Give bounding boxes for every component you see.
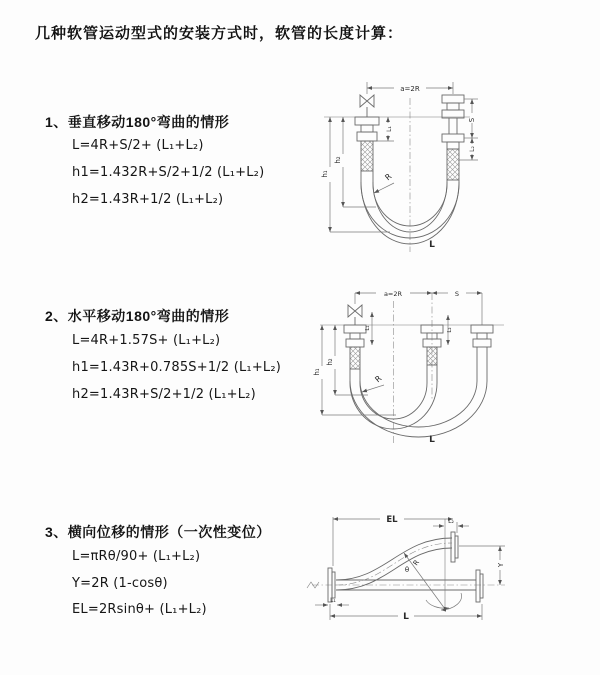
h1-label: h₁ — [313, 368, 321, 376]
l2-label: L₂ — [448, 518, 454, 525]
length-label: L — [429, 435, 435, 445]
el-dimension — [333, 515, 453, 566]
h2-label: h₂ — [334, 156, 342, 164]
r-label: R — [411, 558, 422, 568]
l2-label: L₂ — [447, 327, 453, 333]
h2-label: h₂ — [326, 358, 334, 366]
upper-right-flange — [451, 532, 458, 562]
span-label: a=2R — [383, 290, 403, 298]
l2-label: L₂ — [469, 146, 476, 152]
l1-label: L₁ — [365, 325, 371, 331]
s-label: S — [468, 117, 476, 123]
diagram-horizontal-180-bend — [308, 281, 593, 449]
displaced-s-curve-hose — [336, 538, 452, 590]
section-1-formula-h1: h1=1.432R+S/2+1/2 (L₁+L₂) — [72, 165, 265, 180]
angle-construction — [404, 519, 462, 610]
left-hose-fitting — [344, 325, 366, 369]
l-dimension — [330, 604, 482, 622]
u-bend-hose-positions — [350, 347, 487, 437]
left-hose-fitting — [355, 117, 379, 171]
section-3-heading: 3、横向位移的情形（一次性变位） — [45, 524, 271, 540]
l1-label: L₁ — [386, 126, 393, 132]
l1-label: L₁ — [330, 597, 336, 604]
valve-icon — [360, 95, 374, 117]
radius-callout — [362, 374, 384, 392]
r-label: R — [373, 373, 384, 385]
span-dimension — [367, 82, 453, 94]
l1-dimension — [315, 597, 349, 605]
diagram-lateral-displacement — [300, 506, 595, 641]
el-label: EL — [386, 515, 398, 525]
h1-dimension — [321, 117, 390, 232]
span-label: a=2R — [400, 85, 420, 93]
shift-label: S — [454, 290, 460, 298]
break-mark — [307, 582, 319, 588]
lower-right-flange — [476, 570, 483, 602]
right-hose-fitting — [442, 95, 464, 180]
l2-dimension — [433, 518, 469, 533]
radius-callout — [374, 172, 394, 193]
l1-dimension — [365, 312, 372, 345]
l1-dimension — [377, 117, 394, 141]
section-2-formula-h1: h1=1.43R+0.785S+1/2 (L₁+L₂) — [72, 360, 282, 375]
diagram-vertical-180-bend — [310, 72, 580, 257]
y-label: Y — [497, 562, 505, 568]
section-2-heading: 2、水平移动180°弯曲的情形 — [45, 308, 230, 324]
r-label: R — [383, 171, 394, 183]
right-hose-fitting-moved — [471, 325, 493, 347]
page-title: 几种软管运动型式的安装方式时，软管的长度计算： — [35, 25, 404, 42]
y-dimension — [459, 546, 505, 585]
section-3-formula-EL: EL=2Rsinθ+ (L₁+L₂) — [72, 602, 207, 617]
section-1-heading: 1、垂直移动180°弯曲的情形 — [45, 114, 230, 130]
span-dimension — [355, 290, 482, 325]
l2-dimension — [459, 138, 478, 160]
section-1-formula-h2: h2=1.43R+1/2 (L₁+L₂) — [72, 192, 224, 207]
theta-label: θ — [404, 566, 410, 574]
h1-label: h₁ — [321, 170, 329, 178]
h2-dimension — [326, 325, 368, 395]
section-3-formula-L: L=πRθ/90+ (L₁+L₂) — [72, 549, 201, 564]
length-label: L — [429, 240, 435, 250]
section-2-formula-h2: h2=1.43R+S/2+1/2 (L₁+L₂) — [72, 387, 256, 402]
section-2-formula-L: L=4R+1.57S+ (L₁+L₂) — [72, 333, 221, 348]
l2-dimension — [447, 315, 453, 345]
section-1-formula-L: L=4R+S/2+ (L₁+L₂) — [72, 138, 204, 153]
valve-icon — [348, 305, 362, 325]
s-dimension — [464, 99, 478, 138]
section-3-formula-Y: Y=2R (1-cosθ) — [72, 576, 168, 591]
length-label: L — [403, 612, 409, 622]
